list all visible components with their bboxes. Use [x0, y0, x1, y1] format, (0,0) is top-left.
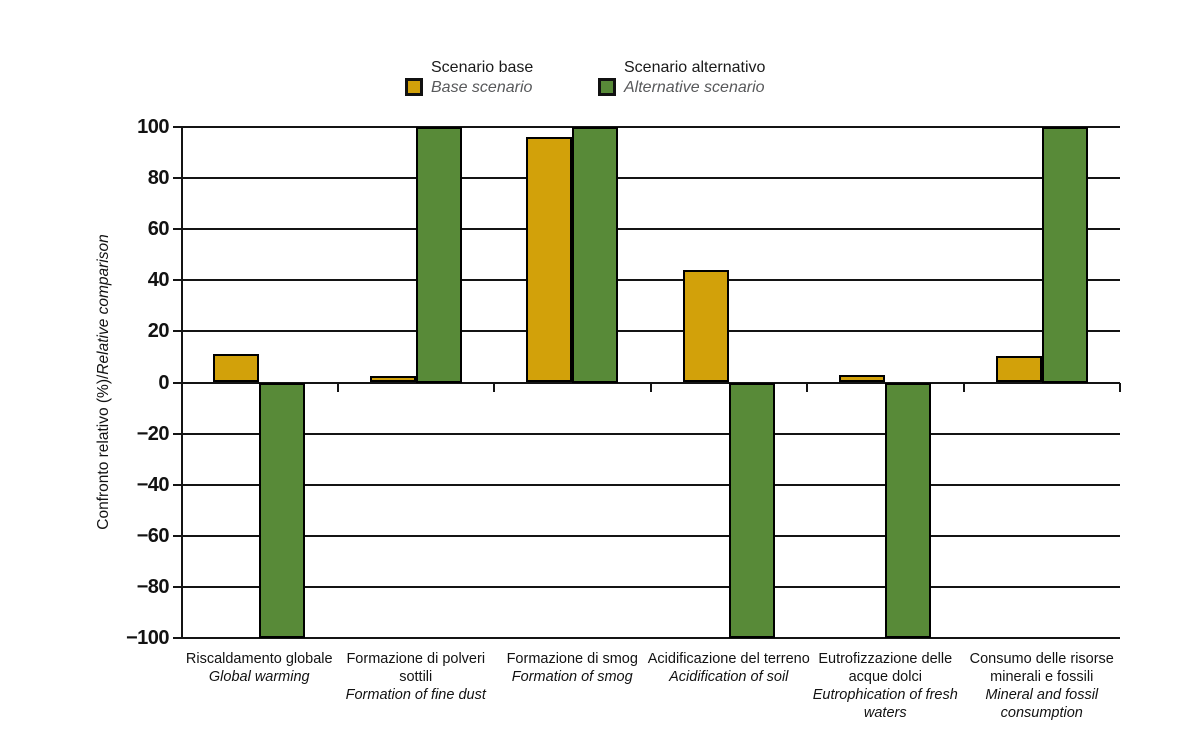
x-tick-3: [650, 383, 652, 392]
bar-base-4: [683, 270, 729, 382]
y-tick-80: [173, 177, 181, 179]
legend-label-base-scenario-en: Base scenario: [431, 79, 533, 96]
gridline-100: [181, 126, 1120, 128]
bar-alternative-4: [729, 383, 775, 639]
category-label-6: [961, 650, 1123, 722]
y-tick-label--20: −20: [136, 422, 169, 445]
category-label-en: Formation of fine dust: [345, 687, 486, 703]
legend-label-base-scenario-it: Scenario base: [431, 59, 534, 76]
bar-base-3: [526, 137, 572, 382]
legend-label-alternative-scenario-it: Scenario alternativo: [624, 59, 766, 76]
category-label-it: Acidificazione del terreno: [647, 651, 810, 667]
category-label-5: [804, 650, 966, 722]
y-tick--100: [173, 637, 181, 639]
category-label-it: Consumo delle risorse minerali e fossili: [969, 651, 1114, 685]
y-tick-20: [173, 330, 181, 332]
gridline-80: [181, 177, 1120, 179]
x-tick-5: [963, 383, 965, 392]
category-label-it: Formazione di smog: [506, 651, 638, 667]
gridline-20: [181, 330, 1120, 332]
gridline--40: [181, 484, 1120, 486]
category-label-3: [491, 650, 653, 686]
category-label-1: [178, 650, 340, 686]
gridline-60: [181, 228, 1120, 230]
category-label-en: Formation of smog: [511, 669, 633, 685]
gridline--60: [181, 535, 1120, 537]
plot-area: [181, 127, 1120, 638]
bar-alternative-3: [572, 127, 618, 383]
category-label-2: [335, 650, 497, 704]
y-tick-label--80: −80: [136, 575, 169, 598]
gridline--20: [181, 433, 1120, 435]
y-tick-40: [173, 279, 181, 281]
y-tick-label-100: 100: [137, 116, 169, 138]
bar-base-2: [370, 376, 416, 382]
category-label-it: Riscaldamento globale: [185, 651, 333, 667]
y-tick-0: [173, 382, 181, 384]
category-label-en: Acidification of soil: [669, 669, 789, 685]
bar-base-5: [839, 375, 885, 383]
y-tick-100: [173, 126, 181, 128]
y-axis-title-it: Confronto relativo (%)/: [95, 374, 112, 530]
y-tick-label-20: 20: [147, 320, 169, 343]
y-tick--40: [173, 484, 181, 486]
y-tick-60: [173, 228, 181, 230]
category-label-4: [648, 650, 810, 686]
bar-base-1: [213, 354, 259, 382]
x-tick-6: [1119, 383, 1121, 392]
y-tick-label-40: 40: [147, 269, 169, 292]
bar-alternative-1: [259, 383, 305, 639]
legend-entry-alternative-scenario: [598, 58, 765, 98]
y-tick--60: [173, 535, 181, 537]
category-label-en: Mineral and fossil consumption: [985, 687, 1099, 721]
gridline--80: [181, 586, 1120, 588]
y-axis-title-en: Relative comparison: [95, 234, 112, 375]
x-tick-2: [493, 383, 495, 392]
y-tick-label-80: 80: [147, 167, 169, 190]
y-tick-label--40: −40: [136, 473, 169, 496]
y-axis-line: [181, 127, 183, 638]
bar-alternative-2: [416, 127, 462, 383]
bar-alternative-6: [1042, 127, 1088, 383]
category-label-en: Eutrophication of fresh waters: [812, 687, 958, 721]
x-tick-4: [806, 383, 808, 392]
legend-label-alternative-scenario-en: Alternative scenario: [624, 79, 765, 96]
category-label-it: Eutrofizzazione delle acque dolci: [818, 651, 953, 685]
bar-base-6: [996, 356, 1042, 383]
y-tick-label-0: 0: [158, 371, 169, 394]
x-tick-1: [337, 383, 339, 392]
gridline-40: [181, 279, 1120, 281]
y-tick--80: [173, 586, 181, 588]
legend-entry-base-scenario: [405, 58, 533, 98]
bar-alternative-5: [885, 383, 931, 639]
legend-swatch-alternative-scenario: [598, 78, 616, 96]
gridline--100: [181, 637, 1120, 639]
y-tick-label--100: −100: [125, 627, 169, 649]
y-tick--20: [173, 433, 181, 435]
legend-swatch-base-scenario: [405, 78, 423, 96]
y-tick-label-60: 60: [147, 218, 169, 241]
category-label-it: Formazione di polveri sottili: [346, 651, 486, 685]
category-label-en: Global warming: [208, 669, 310, 685]
y-tick-label--60: −60: [136, 524, 169, 547]
